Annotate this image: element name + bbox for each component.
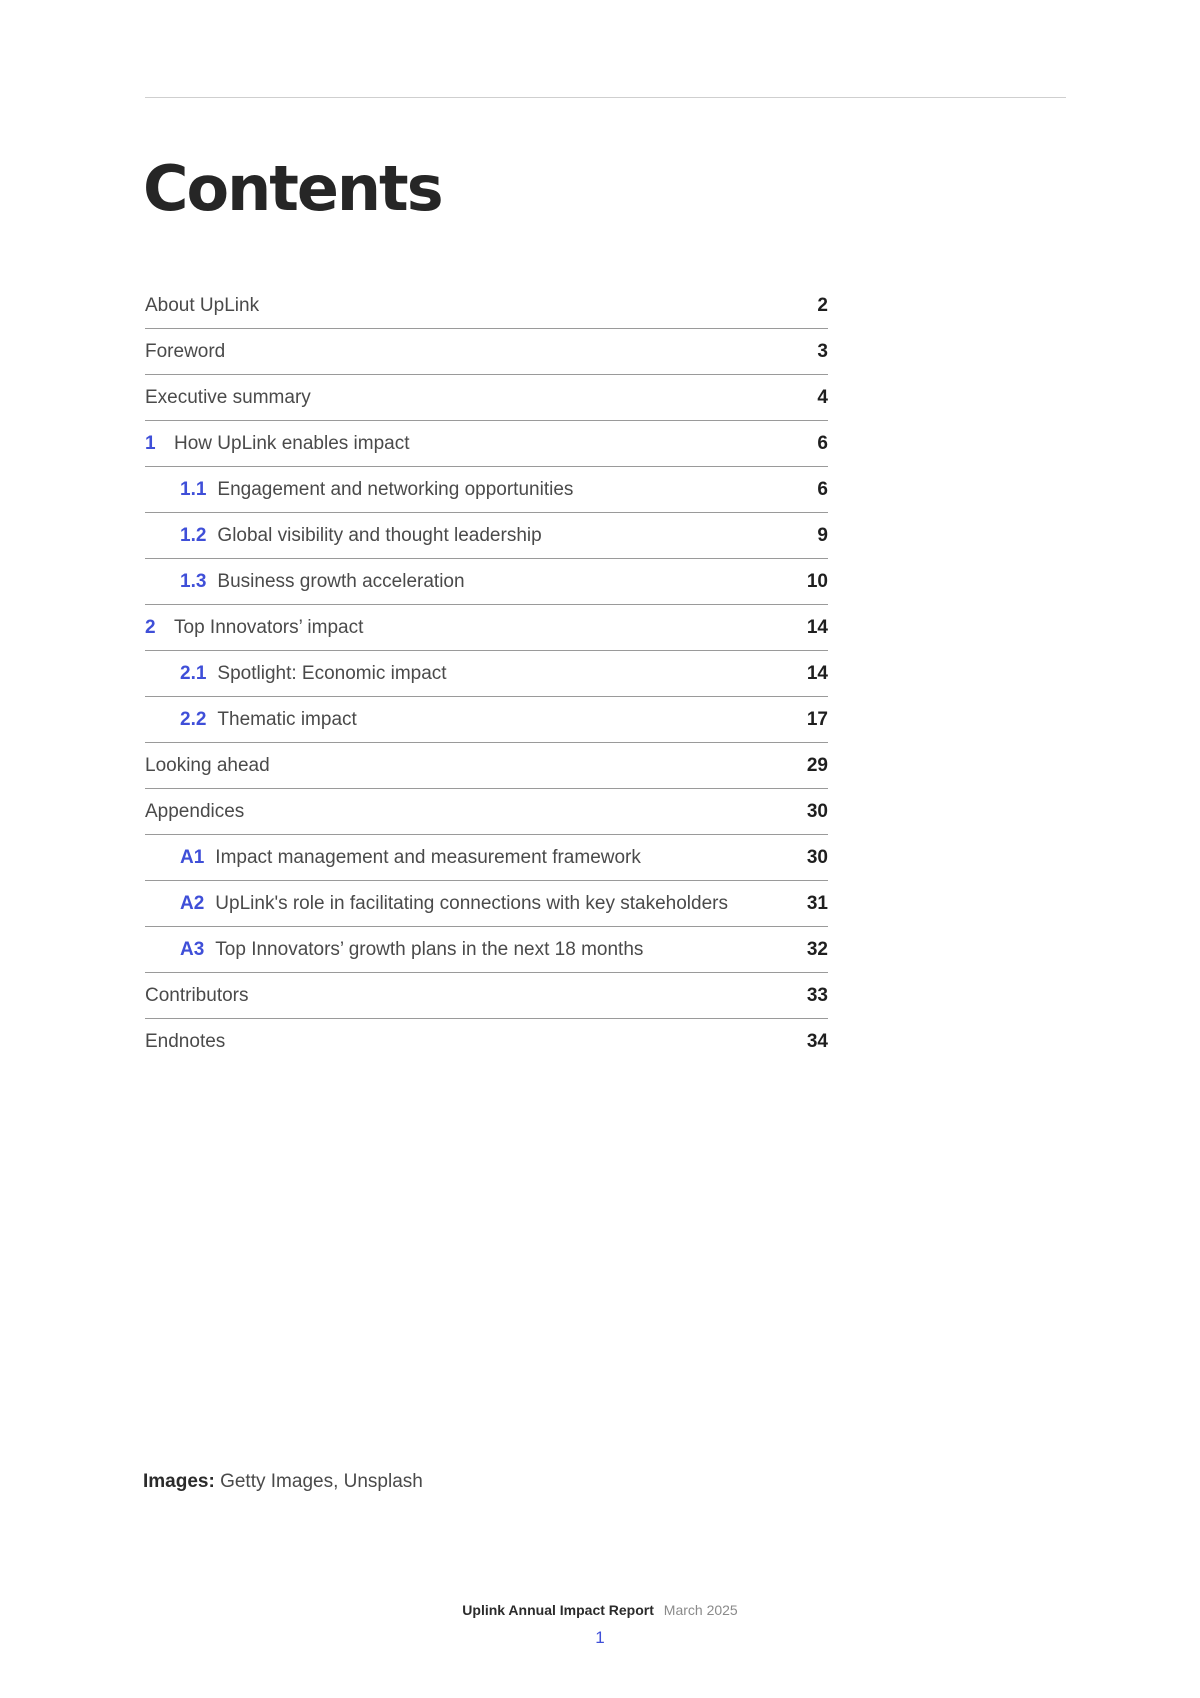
toc-entry-label: Top Innovators’ impact [174, 616, 364, 638]
toc-entry-page: 30 [806, 846, 828, 868]
toc-entry-page: 6 [817, 432, 828, 454]
toc-entry[interactable] [145, 835, 828, 881]
toc-entry[interactable] [145, 651, 828, 697]
toc-entry-page: 2 [817, 294, 828, 316]
toc-entry[interactable] [145, 973, 828, 1019]
toc-entry[interactable] [145, 283, 828, 329]
toc-entry-page: 14 [806, 662, 828, 684]
toc-entry-number: 1.3 [180, 570, 207, 592]
toc-entry-number: A3 [180, 938, 205, 960]
toc-entry[interactable] [145, 605, 828, 651]
toc-entry-label: Spotlight: Economic impact [217, 662, 447, 684]
toc-entry-page: 4 [817, 386, 828, 408]
toc-entry-label: Thematic impact [217, 708, 357, 730]
toc-entry-page: 17 [806, 708, 828, 730]
page-title: Contents [143, 152, 442, 225]
toc-entry-number: 2.2 [180, 708, 207, 730]
toc-entry[interactable] [145, 329, 828, 375]
toc-entry[interactable] [145, 789, 828, 835]
toc-entry-number: 2 [145, 616, 156, 638]
toc-entry[interactable] [145, 927, 828, 973]
toc-entry-label: Engagement and networking opportunities [217, 478, 574, 500]
toc-entry[interactable] [145, 881, 828, 927]
toc-entry-number: 1 [145, 432, 156, 454]
toc-entry-label: Global visibility and thought leadership [217, 524, 542, 546]
toc-entry[interactable] [145, 1019, 828, 1065]
toc-entry-page: 33 [806, 984, 828, 1006]
top-rule [145, 97, 1066, 98]
toc-entry-label: Foreword [145, 340, 226, 362]
toc-entry-page: 14 [806, 616, 828, 638]
toc-entry-page: 32 [806, 938, 828, 960]
toc-entry-number: 1.1 [180, 478, 207, 500]
toc-entry-number: 2.1 [180, 662, 207, 684]
toc-entry-label: Looking ahead [145, 754, 270, 776]
toc-entry[interactable] [145, 513, 828, 559]
toc-entry[interactable] [145, 467, 828, 513]
toc-entry-label: About UpLink [145, 294, 260, 316]
image-credits-label: Images: [143, 1471, 215, 1492]
toc-entry[interactable] [145, 743, 828, 789]
footer-date: March 2025 [663, 1602, 738, 1618]
toc-entry-label: Contributors [145, 984, 249, 1006]
toc-entry-number: A1 [180, 846, 205, 868]
toc-entry-page: 29 [806, 754, 828, 776]
toc-entry-label: Executive summary [145, 386, 311, 408]
footer [0, 1602, 1200, 1618]
toc-entry-label: UpLink's role in facilitating connections with key stakeholders [215, 892, 728, 914]
toc-entry-page: 34 [806, 1031, 828, 1052]
footer-report-title: Uplink Annual Impact Report [462, 1602, 654, 1618]
toc-entry[interactable] [145, 697, 828, 743]
toc-entry-number: A2 [180, 892, 205, 914]
toc-entry-label: Appendices [145, 800, 245, 822]
toc-entry-label: How UpLink enables impact [174, 432, 410, 454]
toc-entry-number: 1.2 [180, 524, 207, 546]
toc-entry-page: 3 [817, 340, 828, 362]
image-credits [143, 1471, 423, 1493]
toc-entry[interactable] [145, 375, 828, 421]
table-of-contents [145, 283, 828, 1065]
toc-entry-page: 10 [806, 570, 828, 592]
toc-entry-label: Impact management and measurement framework [215, 846, 641, 868]
toc-entry-page: 6 [817, 478, 828, 500]
toc-entry-page: 31 [806, 892, 828, 914]
toc-entry-label: Business growth acceleration [217, 570, 465, 592]
image-credits-text: Getty Images, Unsplash [214, 1471, 423, 1492]
toc-entry[interactable] [145, 559, 828, 605]
toc-entry-page: 30 [806, 800, 828, 822]
toc-entry-label: Top Innovators’ growth plans in the next 18 months [215, 938, 644, 960]
toc-entry[interactable] [145, 421, 828, 467]
toc-entry-label: Endnotes [145, 1031, 226, 1052]
page-number: 1 [595, 1628, 605, 1647]
toc-entry-page: 9 [817, 524, 828, 546]
